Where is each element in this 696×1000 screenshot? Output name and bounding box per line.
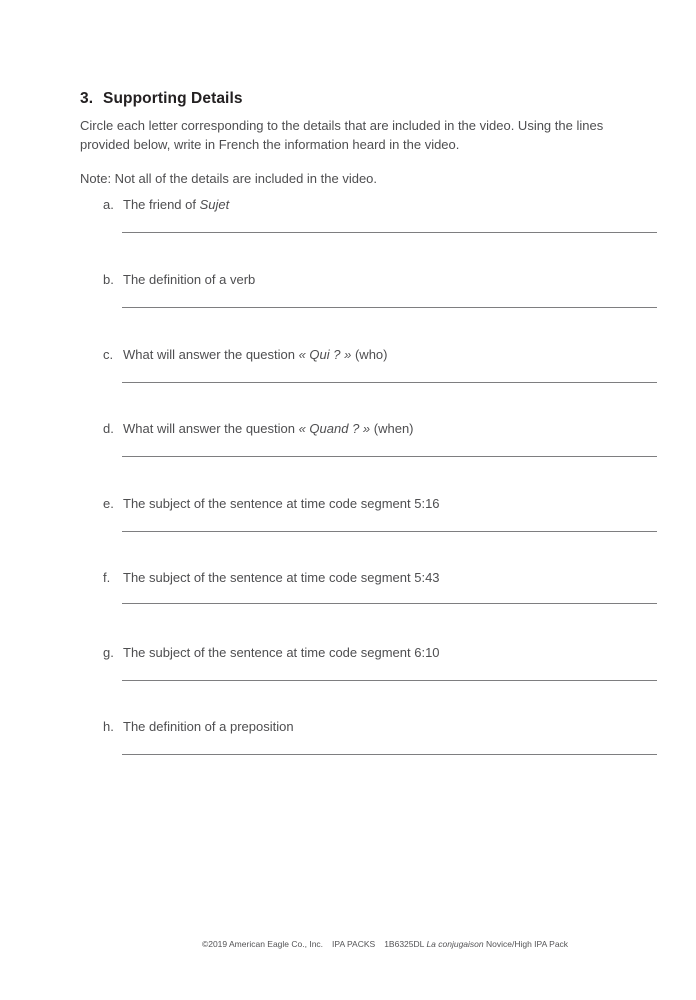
answer-line [122, 531, 657, 532]
list-item-f [103, 570, 657, 585]
answer-line [122, 603, 657, 604]
item-letter: e. [103, 496, 114, 511]
answer-line [122, 680, 657, 681]
item-letter: h. [103, 719, 114, 734]
item-letter: f. [103, 570, 111, 585]
item-text: The friend of Sujet [123, 197, 230, 212]
note-text: Note: Not all of the details are included in the video. [80, 171, 378, 186]
list-item-c [103, 347, 657, 362]
section-heading [80, 90, 243, 108]
instructions-text: Circle each letter corresponding to the details that are included in the video. Using the lines provided below, write in French the information heard in the video. [80, 118, 604, 152]
list-item-d [103, 421, 657, 436]
item-letter: a. [103, 197, 114, 212]
footer-code: 1B6325DL [384, 939, 425, 949]
list-item-e [103, 496, 657, 511]
list-item-a [103, 197, 657, 212]
list-item-b [103, 272, 657, 287]
footer-pack-title: La conjugaison [426, 939, 484, 949]
item-text: The definition of a preposition [123, 719, 294, 734]
item-letter: d. [103, 421, 114, 436]
item-letter: g. [103, 645, 114, 660]
section-number: 3. [80, 90, 94, 107]
item-text: The subject of the sentence at time code segment 5:43 [123, 570, 440, 585]
answer-line [122, 456, 657, 457]
item-text: The subject of the sentence at time code segment 5:16 [123, 496, 440, 511]
item-letter: b. [103, 272, 114, 287]
item-text: What will answer the question « Qui ? » (who) [123, 347, 388, 362]
page-footer [74, 939, 696, 949]
answer-line [122, 307, 657, 308]
footer-pack-suffix: Novice/High IPA Pack [486, 939, 569, 949]
answer-line [122, 754, 657, 755]
item-text: What will answer the question « Quand ? » (when) [123, 421, 414, 436]
item-letter: c. [103, 347, 114, 362]
item-text: The definition of a verb [123, 272, 256, 287]
list-item-h [103, 719, 657, 734]
answer-line [122, 382, 657, 383]
section-title: Supporting Details [103, 90, 243, 107]
item-text: The subject of the sentence at time code segment 6:10 [123, 645, 440, 660]
answer-line [122, 232, 657, 233]
footer-series: IPA PACKS [332, 939, 376, 949]
footer-copyright: ©2019 American Eagle Co., Inc. [201, 939, 324, 949]
list-item-g [103, 645, 657, 660]
